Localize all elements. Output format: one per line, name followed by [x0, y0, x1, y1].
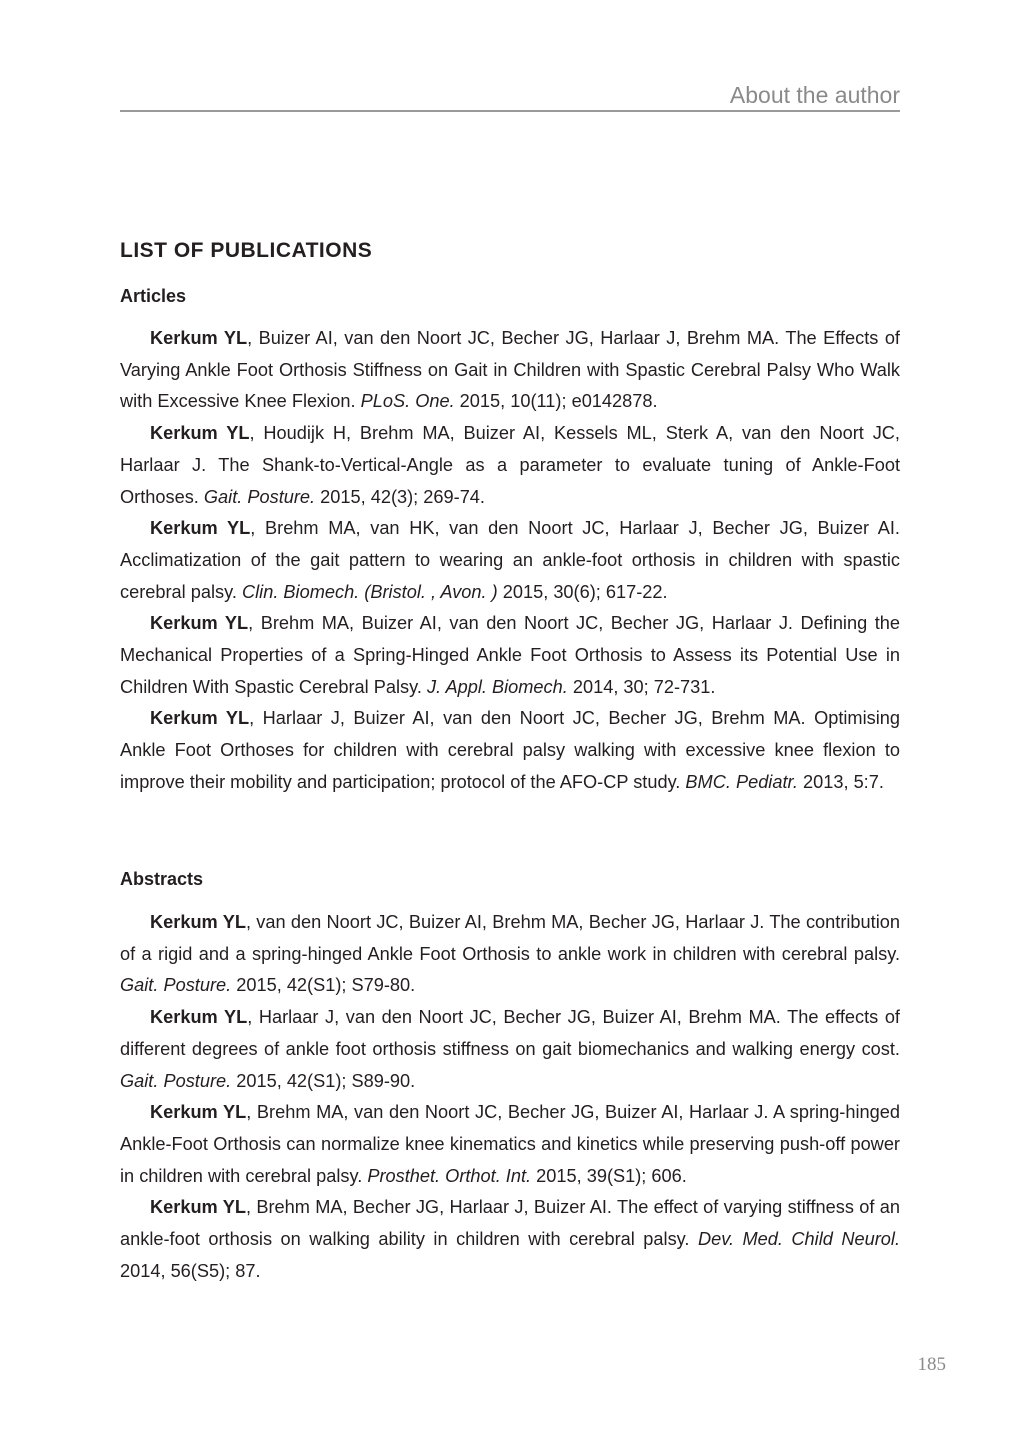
entry-journal: J. Appl. Biomech. — [426, 676, 568, 697]
entry-journal: Prosthet. Orthot. Int. — [367, 1165, 532, 1186]
abstract-entry — [120, 1192, 900, 1287]
entry-citation: 2014, 30; 72-731. — [567, 676, 716, 697]
abstracts-heading: Abstracts — [120, 869, 204, 889]
entry-journal: BMC. Pediatr. — [685, 771, 798, 792]
abstracts-list — [120, 907, 900, 1287]
article-entry — [120, 703, 900, 798]
entry-text: , Buizer AI, van den Noort JC, Becher JG, Harlaar J, Brehm MA. The Effects of Varying Ankle Foot Orthosis Stiffness on Gait in Children with Spastic Cerebral Palsy Who Walk with Excessive Knee Flexion. — [120, 328, 900, 412]
abstract-entry — [120, 1097, 900, 1192]
article-entry — [120, 608, 900, 703]
entry-text: , van den Noort JC, Buizer AI, Brehm MA, Becher JG, Harlaar J. The contribution of a rigid and a spring-hinged Ankle Foot Orthosis to ankle work in children with cerebral palsy. — [120, 912, 900, 964]
entry-text: , Harlaar J, van den Noort JC, Becher JG, Buizer AI, Brehm MA. The effects of different degrees of ankle foot orthosis stiffness on gait biomechanics and walking energy cost. — [120, 1007, 900, 1059]
page-title: LIST OF PUBLICATIONS — [120, 239, 373, 262]
entry-journal: Dev. Med. Child Neurol. — [697, 1229, 900, 1250]
entry-text: , Harlaar J, Buizer AI, van den Noort JC, Becher JG, Brehm MA. Optimising Ankle Foot Orthoses for children with cerebral palsy walking with excessive knee flexion to improve their mobility and participation; protocol of the AFO-CP study. — [120, 708, 900, 792]
entry-text: , Brehm MA, van den Noort JC, Becher JG, Buizer AI, Harlaar J. A spring-hinged Ankle-Foot Orthosis can normalize knee kinematics and kinetics while preserving push-off power in children with cerebral palsy. — [120, 1102, 900, 1186]
entry-citation: 2014, 56(S5); 87. — [120, 1260, 261, 1281]
entry-author: Kerkum YL — [150, 912, 246, 932]
entry-citation: 2015, 42(S1); S79-80. — [231, 975, 416, 996]
entry-journal: Gait. Posture. — [120, 1070, 232, 1091]
entry-journal: Gait. Posture. — [120, 975, 232, 996]
entry-citation: 2015, 10(11); e0142878. — [454, 391, 658, 412]
entry-author: Kerkum YL — [150, 518, 251, 539]
entry-text: , Brehm MA, van HK, van den Noort JC, Harlaar J, Becher JG, Buizer AI. Acclimatization of the gait pattern to wearing an ankle-foot orthosis in children with spastic cerebral palsy. — [120, 518, 900, 602]
entry-author: Kerkum YL — [150, 708, 250, 729]
entry-author: Kerkum YL — [150, 1102, 247, 1123]
entry-citation: 2015, 42(3); 269-74. — [315, 486, 485, 507]
entry-journal: Gait. Posture. — [203, 486, 316, 507]
abstract-entry — [120, 1002, 900, 1097]
article-entry — [120, 513, 900, 608]
entry-text: , Brehm MA, Becher JG, Harlaar J, Buizer AI. The effect of varying stiffness of an ankle-foot orthosis on walking ability in children with cerebral palsy. — [120, 1197, 900, 1250]
entry-author: Kerkum YL — [150, 1197, 246, 1218]
entry-citation: 2015, 42(S1); S89-90. — [231, 1070, 416, 1091]
article-entry — [120, 323, 900, 418]
articles-heading: Articles — [120, 286, 187, 306]
entry-journal: Clin. Biomech. (Bristol. , Avon. ) — [241, 581, 498, 602]
entry-author: Kerkum YL — [150, 423, 250, 444]
articles-list — [120, 323, 900, 799]
page-number: 185 — [917, 1354, 946, 1375]
entry-text: , Brehm MA, Buizer AI, van den Noort JC, Becher JG, Harlaar J. Defining the Mechanical Properties of a Spring-Hinged Ankle Foot Orthosis to Assess its Potential Use in Children With Spastic Cerebral Palsy. — [120, 613, 900, 697]
article-entry — [120, 418, 900, 513]
header-rule — [120, 110, 900, 112]
entry-citation: 2015, 30(6); 617-22. — [497, 581, 668, 602]
entry-citation: 2013, 5:7. — [797, 771, 884, 792]
entry-journal: PLoS. One. — [360, 391, 455, 412]
entry-author: Kerkum YL — [150, 1007, 248, 1028]
running-header: About the author — [729, 82, 900, 108]
abstract-entry — [120, 907, 900, 1002]
entry-author: Kerkum YL — [150, 613, 249, 634]
entry-text: , Houdijk H, Brehm MA, Buizer AI, Kessels ML, Sterk A, van den Noort JC, Harlaar J. The Shank-to-Vertical-Angle as a parameter to evaluate tuning of Ankle-Foot Orthoses. — [120, 423, 900, 507]
entry-author: Kerkum YL — [150, 328, 248, 348]
entry-citation: 2015, 39(S1); 606. — [531, 1165, 687, 1186]
